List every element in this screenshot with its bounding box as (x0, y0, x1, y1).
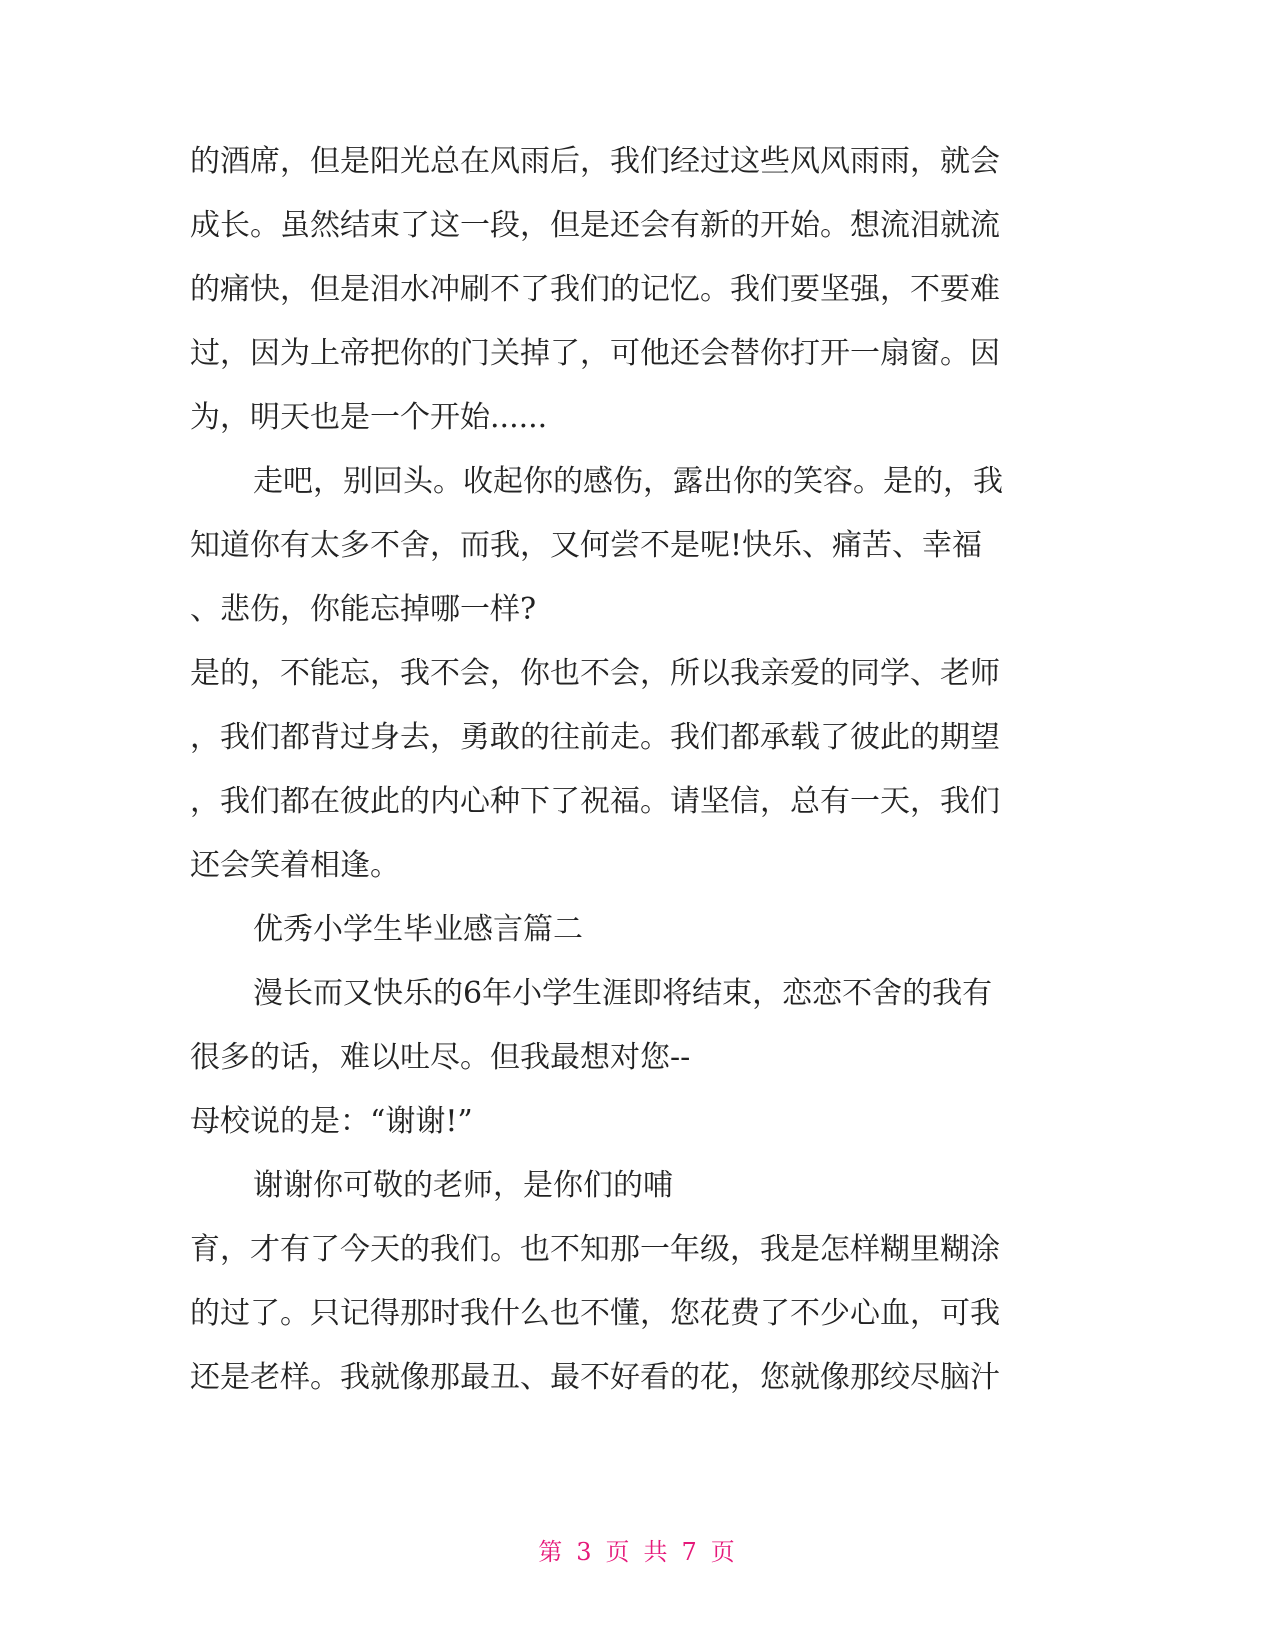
current-page-number: 3 (576, 1538, 594, 1566)
footer-prefix: 第 (538, 1538, 565, 1566)
text-line: 走吧，别回头。收起你的感伤，露出你的笑容。是的，我 (253, 464, 1003, 499)
text-line: 的过了。只记得那时我什么也不懂，您花费了不少心血，可我 (190, 1296, 1000, 1331)
text-line: 还会笑着相逢。 (190, 848, 400, 883)
text-line: 还是老样。我就像那最丑、最不好看的花，您就像那绞尽脑汁 (190, 1360, 1000, 1395)
page-footer (0, 1532, 1275, 1567)
text-line: 知道你有太多不舍，而我，又何尝不是呢!快乐、痛苦、幸福 (190, 528, 983, 563)
text-line: 谢谢你可敬的老师，是你们的哺 (253, 1168, 673, 1203)
text-line: ，我们都在彼此的内心种下了祝福。请坚信，总有一天，我们 (190, 784, 1000, 819)
text-line: 过，因为上帝把你的门关掉了，可他还会替你打开一扇窗。因 (190, 336, 1000, 371)
text-line: 为，明天也是一个开始...... (190, 400, 548, 435)
text-line: ，我们都背过身去，勇敢的往前走。我们都承载了彼此的期望 (190, 720, 1000, 755)
text-line: 漫长而又快乐的6年小学生涯即将结束，恋恋不舍的我有 (253, 976, 993, 1011)
text-line: 成长。虽然结束了这一段，但是还会有新的开始。想流泪就流 (190, 208, 1000, 243)
text-line: 、悲伤，你能忘掉哪一样? (190, 592, 537, 627)
text-line: 育，才有了今天的我们。也不知那一年级，我是怎样糊里糊涂 (190, 1232, 1000, 1267)
text-line: 很多的话，难以吐尽。但我最想对您-- (190, 1040, 691, 1075)
footer-suffix: 页 (710, 1538, 737, 1566)
text-line: 母校说的是：“谢谢!” (190, 1104, 473, 1139)
footer-page-word: 页 (605, 1538, 632, 1566)
total-page-number: 7 (681, 1538, 699, 1566)
text-line: 是的，不能忘，我不会，你也不会，所以我亲爱的同学、老师 (190, 656, 1000, 691)
section-heading: 优秀小学生毕业感言篇二 (253, 912, 583, 947)
text-line: 的酒席，但是阳光总在风雨后，我们经过这些风风雨雨，就会 (190, 144, 1000, 179)
footer-total-word: 共 (643, 1538, 670, 1566)
text-line: 的痛快，但是泪水冲刷不了我们的记忆。我们要坚强，不要难 (190, 272, 1000, 307)
body-text (190, 130, 1090, 1410)
